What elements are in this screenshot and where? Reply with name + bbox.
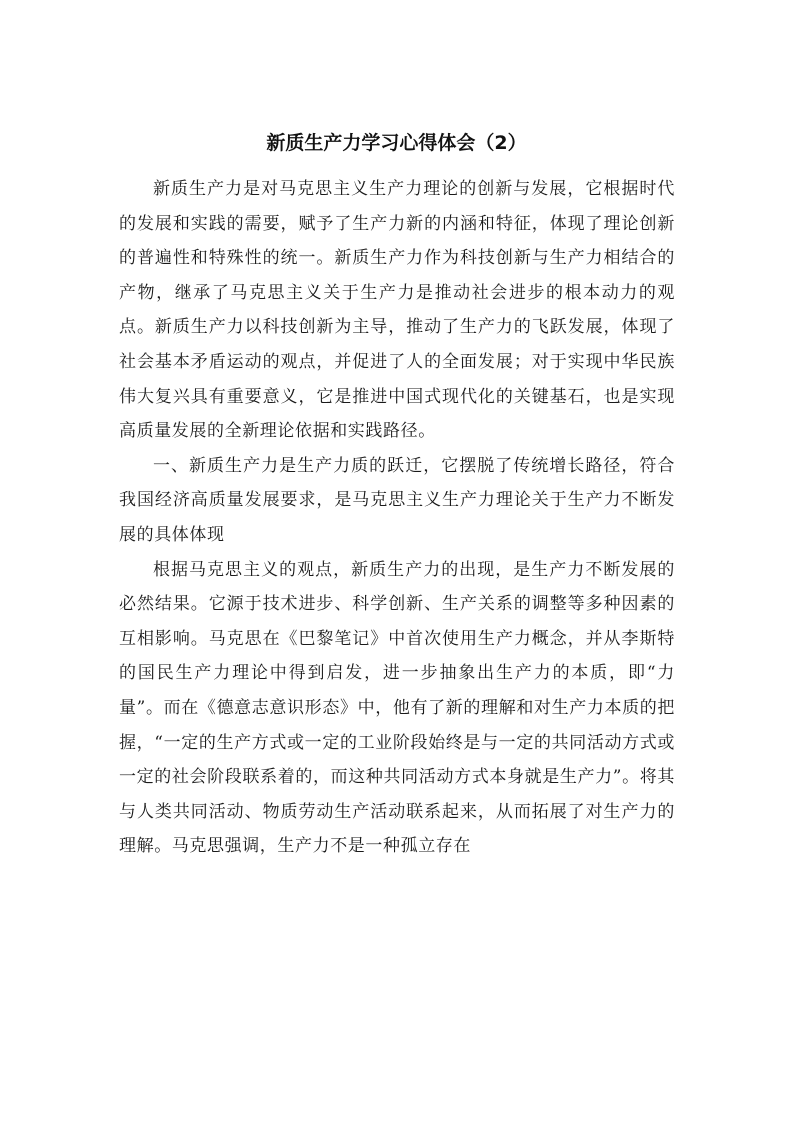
document-title: 新质生产力学习心得体会（2） <box>266 132 527 154</box>
paragraph-body: 根据马克思主义的观点，新质生产力的出现，是生产力不断发展的必然结果。它源于技术进步、科学创新、生产关系的调整等多种因素的互相影响。马克思在《巴黎笔记》中首次使用生产力概念，并从李斯特的国民生产力理论中得到启发，进一步抽象出生产力的本质，即“力量”。而在《德意志意识形态》中，他有了新的理解和对生产力本质的把握，“一定的生产方式或一定的工业阶段始终是与一定的共同活动方式或一定的社会阶段联系着的，而这种共同活动方式本身就是生产力”。将其与人类共同活动、物质劳动生产活动联系起来，从而拓展了对生产力的理解。马克思强调，生产力不是一种孤立存在 <box>119 559 675 857</box>
document-body <box>119 172 675 864</box>
paragraph-intro: 新质生产力是对马克思主义生产力理论的创新与发展，它根据时代的发展和实践的需要，赋予了生产力新的内涵和特征，体现了理论创新的普遍性和特殊性的统一。新质生产力作为科技创新与生产力相结合的产物，继承了马克思主义关于生产力是推动社会进步的根本动力的观点。新质生产力以科技创新为主导，推动了生产力的飞跃发展，体现了社会基本矛盾运动的观点，并促进了人的全面发展；对于实现中华民族伟大复兴具有重要意义，它是推进中国式现代化的关键基石，也是实现高质量发展的全新理论依据和实践路径。 <box>119 179 675 442</box>
paragraph-section-heading: 一、新质生产力是生产力质的跃迁，它摆脱了传统增长路径，符合我国经济高质量发展要求，是马克思主义生产力理论关于生产力不断发展的具体体现 <box>119 455 675 545</box>
